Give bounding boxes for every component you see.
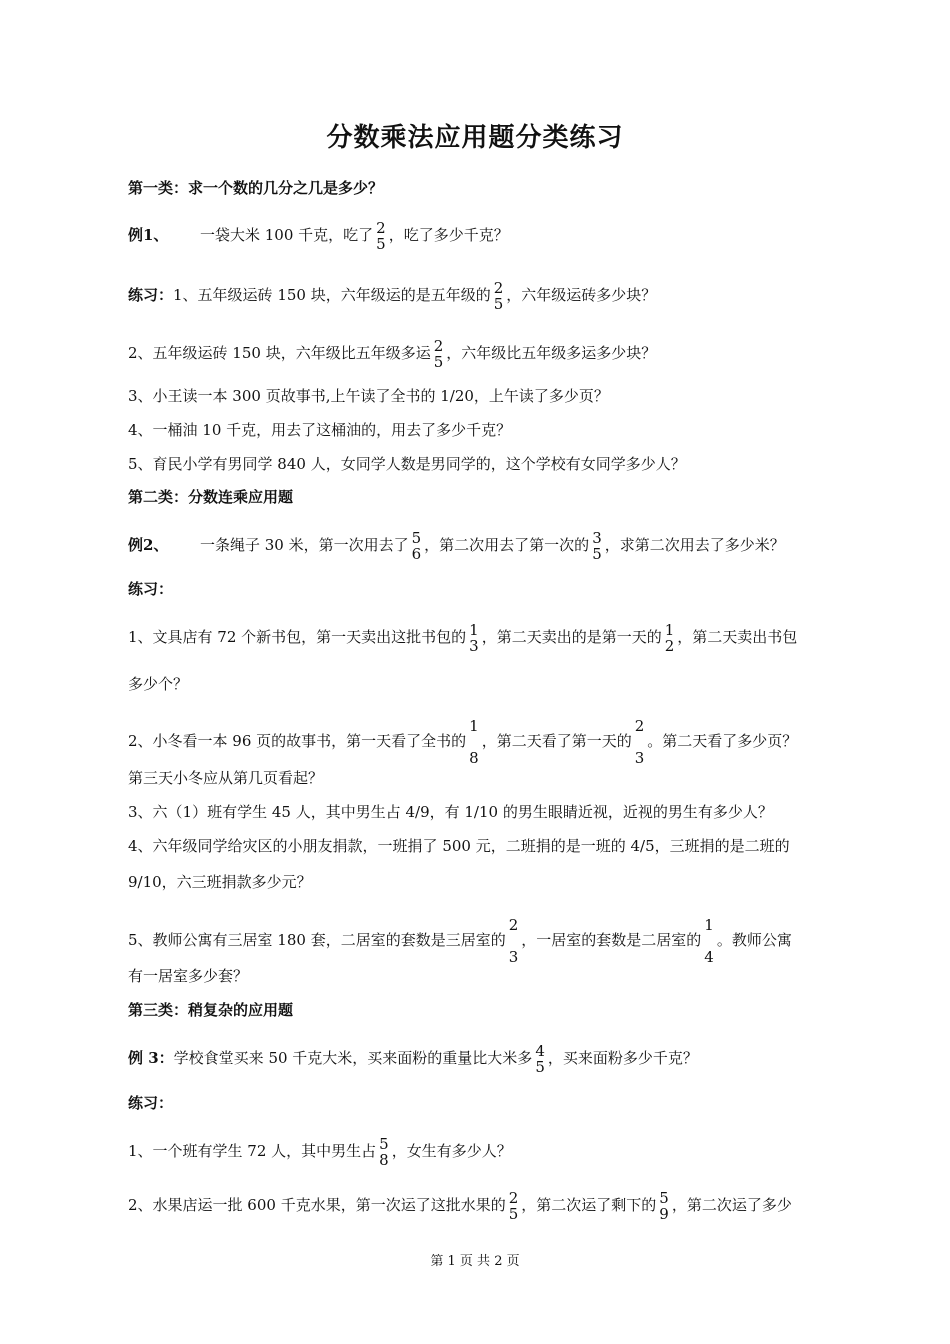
question-line: 5、教师公寓有三居室 180 套，二居室的套数是三居室的 2 3 ，一居室的套数是二居室的 1 4 。教师公寓 [128, 916, 792, 966]
fraction: 2 5 [433, 337, 444, 371]
fraction: 2 5 [376, 219, 386, 253]
fraction: 5 8 [379, 1135, 389, 1169]
fraction: 2 5 [493, 279, 504, 313]
question-line: 9/10，六三班捐款多少元？ [128, 873, 312, 891]
question-line: 2、五年级运砖 150 块，六年级比五年级多运 2 5 ，六年级比五年级多运多少块？ [128, 337, 657, 371]
question-line: 4、六年级同学给灾区的小朋友捐款，一班捐了 500 元，二班捐的是一班的 4/5，三班捐的是二班的 [128, 837, 790, 855]
question-line: 4、一桶油 10 千克，用去了这桶油的，用去了多少千克？ [128, 421, 512, 439]
page-footer: 第 1 页 共 2 页 [430, 1254, 520, 1269]
example-label: 例1、 [128, 226, 169, 244]
fraction: 2 5 [508, 1189, 519, 1223]
question-line: 3、小王读一本 300 页故事书,上午读了全书的 1/20，上午读了多少页？ [128, 387, 609, 405]
fraction: 3 5 [592, 529, 602, 563]
fraction: 1 2 [664, 621, 675, 655]
fraction: 1 8 [469, 717, 479, 767]
question-line: 第三天小冬应从第几页看起？ [128, 769, 324, 787]
example-text: ，吃了多少千克？ [388, 226, 509, 244]
practice-label: 练习： [128, 1094, 174, 1112]
fraction: 5 9 [659, 1189, 669, 1223]
fraction: 4 5 [535, 1042, 545, 1076]
example-label: 例 3： [128, 1049, 174, 1067]
section-3-heading: 第三类：稍复杂的应用题 [128, 1001, 294, 1019]
question-line: 1、一个班有学生 72 人，其中男生占 5 8 ，女生有多少人？ [128, 1135, 512, 1169]
question-line: 3、六（1）班有学生 45 人，其中男生占 4/9，有 1/10 的男生眼睛近视，近视的男生有多少人？ [128, 803, 773, 821]
practice-line: 练习：1、五年级运砖 150 块，六年级运的是五年级的 2 5 ，六年级运砖多少块？ [128, 279, 657, 313]
practice-label: 练习： [128, 580, 174, 598]
fraction: 1 3 [469, 621, 479, 655]
example-2: 例2、 一条绳子 30 米，第一次用去了 5 6 ，第二次用去了第一次的 3 5 ，求第二次用去了多少米？ [128, 529, 785, 563]
fraction: 1 4 [704, 916, 714, 966]
practice-label: 练习： [128, 286, 174, 304]
fraction: 2 3 [508, 916, 519, 966]
section-1-heading: 第一类：求一个数的几分之几是多少？ [128, 179, 384, 197]
question-line: 1、文具店有 72 个新书包，第一天卖出这批书包的 1 3 ，第二天卖出的是第一天的 1 2 ，第二天卖出书包 [128, 621, 798, 655]
example-text: 一袋大米 100 千克，吃了 [200, 226, 374, 244]
section-2-heading: 第二类：分数连乘应用题 [128, 488, 294, 506]
example-3: 例 3：学校食堂买来 50 千克大米，买来面粉的重量比大米多 4 5 ，买来面粉多少千克？ [128, 1042, 698, 1076]
question-line: 多少个？ [128, 675, 189, 693]
question-line: 5、育民小学有男同学 840 人，女同学人数是男同学的，这个学校有女同学多少人？ [128, 455, 686, 473]
question-line: 2、水果店运一批 600 千克水果，第一次运了这批水果的 2 5 ，第二次运了剩下的 5 9 ，第二次运了多少 [128, 1189, 792, 1223]
question-line: 有一居室多少套？ [128, 967, 249, 985]
fraction: 5 6 [411, 529, 422, 563]
page-title: 分数乘法应用题分类练习 [326, 123, 624, 153]
question-line: 2、小冬看一本 96 页的故事书，第一天看了全书的 1 8 ，第二天看了第一天的 2 3 。第二天看了多少页？ [128, 717, 798, 767]
fraction: 2 3 [634, 717, 645, 767]
example-label: 例2、 [128, 536, 169, 554]
example-1 [128, 220, 509, 252]
